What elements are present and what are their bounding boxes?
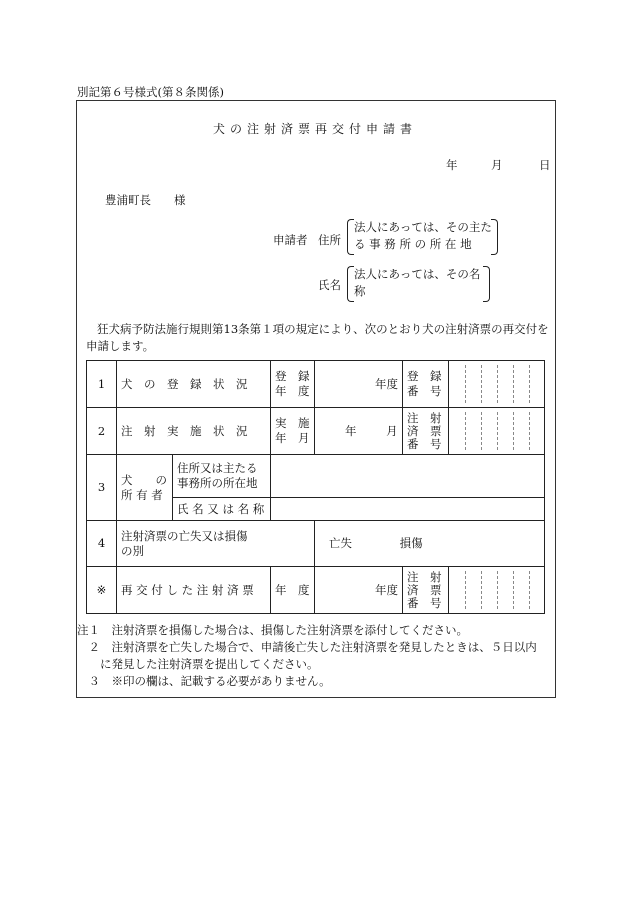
reissued-year-field[interactable]: 年度 bbox=[315, 567, 403, 614]
registration-year-label-2: 年 度 bbox=[275, 384, 310, 398]
owner-address-field[interactable] bbox=[271, 455, 545, 498]
address-label: 住所 bbox=[318, 233, 341, 247]
injection-date-label-2: 年 月 bbox=[275, 431, 310, 445]
application-table bbox=[86, 360, 545, 614]
owner-address-label-1: 住所又は主たる bbox=[177, 461, 258, 475]
name-label: 氏名 bbox=[318, 278, 341, 292]
reissued-number-label-3: 番 号 bbox=[407, 595, 442, 610]
row-number: 3 bbox=[87, 455, 117, 521]
name-note-line2: 称 bbox=[354, 284, 366, 298]
reissued-year-label: 年 度 bbox=[271, 567, 315, 614]
tag-number-field[interactable] bbox=[449, 408, 545, 455]
row-number: 1 bbox=[87, 361, 117, 408]
option-lost[interactable]: 亡失 bbox=[329, 536, 352, 550]
owner-label bbox=[117, 455, 173, 521]
row-number: 2 bbox=[87, 408, 117, 455]
note-2: ２ 注射済票を亡失した場合で、申請後亡失した注射済票を発見したときは、５日以内 bbox=[77, 640, 537, 654]
owner-name-label: 氏 名 又 は 名 称 bbox=[173, 498, 271, 521]
tag-number-label-1: 注 射 bbox=[407, 410, 442, 425]
registration-year-label bbox=[271, 361, 315, 408]
loss-damage-label-2: の別 bbox=[121, 543, 144, 558]
registration-year-field[interactable]: 年度 bbox=[315, 361, 403, 408]
date-day: 日 bbox=[539, 158, 551, 172]
injection-date-field[interactable] bbox=[315, 408, 403, 455]
owner-name-field[interactable] bbox=[271, 498, 545, 521]
address-note-line2: る 事 務 所 の 所 在 地 bbox=[354, 237, 472, 251]
note-1: 注１ 注射済票を損傷した場合は、損傷した注射済票を添付してください。 bbox=[77, 623, 468, 637]
address-note-line1: 法人にあっては、その主た bbox=[354, 220, 492, 234]
address-bracket-right bbox=[491, 219, 498, 255]
tag-number-label-2: 済 票 bbox=[407, 423, 442, 438]
note-3: ３ ※印の欄は、記載する必要がありません。 bbox=[77, 674, 331, 688]
note-2-continued: に発見した注射済票を提出してください。 bbox=[77, 657, 319, 671]
form-label: 別記第６号様式(第８条関係) bbox=[77, 85, 224, 99]
injection-date-label bbox=[271, 408, 315, 455]
address-bracket-left bbox=[347, 219, 354, 255]
injection-month-unit: 月 bbox=[386, 423, 398, 438]
table-row-loss-damage bbox=[87, 521, 545, 567]
addressee: 豊浦町長 様 bbox=[105, 193, 186, 207]
injection-date-label-1: 実 施 bbox=[275, 416, 310, 430]
date-year: 年 bbox=[446, 158, 458, 172]
name-bracket-right bbox=[483, 266, 490, 302]
form-title: 犬の注射済票再交付申請書 bbox=[212, 122, 417, 136]
tag-number-label-3: 番 号 bbox=[407, 436, 442, 451]
name-bracket-left bbox=[347, 266, 354, 302]
owner-address-label-2: 事務所の所在地 bbox=[177, 476, 258, 490]
table-row-injection bbox=[87, 408, 545, 455]
registration-number-field[interactable] bbox=[449, 361, 545, 408]
registration-year-label-1: 登 録 bbox=[275, 369, 310, 383]
row-number: ※ bbox=[87, 567, 117, 614]
name-note-line1: 法人にあっては、その名 bbox=[354, 267, 481, 281]
row-number: 4 bbox=[87, 521, 117, 567]
table-row-reissued-tag bbox=[87, 567, 545, 614]
reissued-number-field[interactable] bbox=[449, 567, 545, 614]
loss-damage-choice[interactable] bbox=[315, 521, 545, 567]
option-damaged[interactable]: 損傷 bbox=[399, 536, 423, 550]
owner-label-1: 犬 の bbox=[121, 472, 167, 487]
tag-number-label bbox=[403, 408, 449, 455]
notes bbox=[77, 622, 537, 690]
injection-year-unit: 年 bbox=[345, 423, 357, 438]
reissued-tag-label: 再 交 付 し た 注 射 済 票 bbox=[117, 567, 271, 614]
table-row-registration bbox=[87, 361, 545, 408]
reissued-number-label-2: 済 票 bbox=[407, 582, 442, 597]
applicant-label: 申請者 bbox=[273, 233, 308, 247]
body-text: 狂犬病予防法施行規則第13条第１項の規定により、次のとおり犬の注射済票の再交付を申請します。 bbox=[86, 322, 549, 353]
injection-status-label: 注 射 実 施 状 況 bbox=[117, 408, 271, 455]
owner-address-label bbox=[173, 455, 271, 498]
registration-number-label bbox=[403, 361, 449, 408]
registration-number-label-2: 番 号 bbox=[407, 384, 442, 398]
owner-label-2: 所 有 者 bbox=[121, 487, 163, 502]
registration-status-label: 犬 の 登 録 状 況 bbox=[117, 361, 271, 408]
reissued-number-label-1: 注 射 bbox=[407, 569, 442, 584]
loss-damage-label bbox=[117, 521, 315, 567]
loss-damage-label-1: 注射済票の亡失又は損傷 bbox=[121, 528, 248, 543]
registration-number-label-1: 登 録 bbox=[407, 369, 442, 383]
table-row-owner-address bbox=[87, 455, 545, 498]
reissued-number-label bbox=[403, 567, 449, 614]
date-month: 月 bbox=[491, 158, 503, 172]
